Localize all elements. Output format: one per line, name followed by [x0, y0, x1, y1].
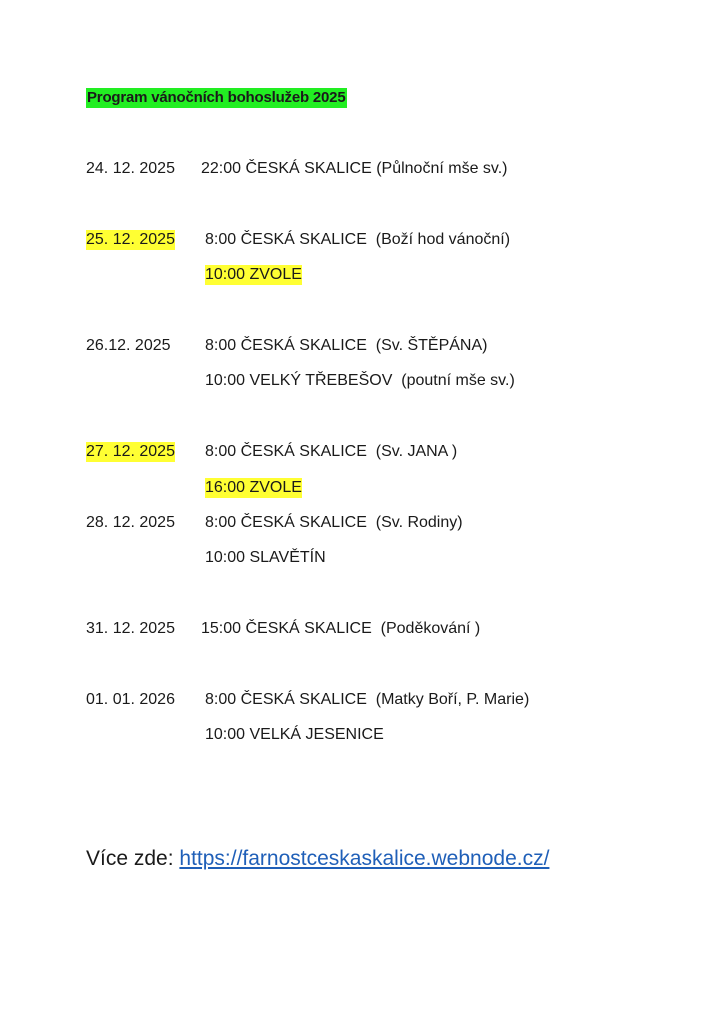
entry-line: 8:00 ČESKÁ SKALICE (Sv. JANA ): [205, 443, 458, 460]
entry-date-highlighted: 25. 12. 2025: [86, 231, 175, 248]
entry-date: 24. 12. 2025: [86, 160, 175, 177]
entry-line: 8:00 ČESKÁ SKALICE (Sv. Rodiny): [205, 514, 463, 531]
entry-date: 28. 12. 2025: [86, 514, 175, 531]
website-link[interactable]: https://farnostceskaskalice.webnode.cz/: [179, 847, 550, 870]
entry-line-highlighted: 10:00 ZVOLE: [205, 266, 302, 283]
entry-line: 10:00 VELKÁ JESENICE: [205, 726, 384, 743]
entry-date: 01. 01. 2026: [86, 691, 175, 708]
entry-date: 31. 12. 2025: [86, 620, 175, 637]
entry-line: 22:00 ČESKÁ SKALICE (Půlnoční mše sv.): [201, 160, 508, 177]
entry-line: 8:00 ČESKÁ SKALICE (Sv. ŠTĚPÁNA): [205, 337, 488, 354]
entry-date-highlighted: 27. 12. 2025: [86, 443, 175, 460]
entry-line: 10:00 SLAVĚTÍN: [205, 549, 326, 566]
entry-line: 15:00 ČESKÁ SKALICE (Poděkování ): [201, 620, 481, 637]
entry-line: 8:00 ČESKÁ SKALICE (Boží hod vánoční): [205, 231, 511, 248]
entry-line: 10:00 VELKÝ TŘEBEŠOV (poutní mše sv.): [205, 372, 515, 389]
entry-date: 26.12. 2025: [86, 337, 171, 354]
page-title: Program vánočních bohoslužeb 2025: [87, 89, 346, 106]
entry-line-highlighted: 16:00 ZVOLE: [205, 479, 302, 496]
more-info: [86, 846, 549, 872]
entry-line: 8:00 ČESKÁ SKALICE (Matky Boří, P. Marie): [205, 691, 530, 708]
more-label: Více zde:: [86, 847, 180, 870]
